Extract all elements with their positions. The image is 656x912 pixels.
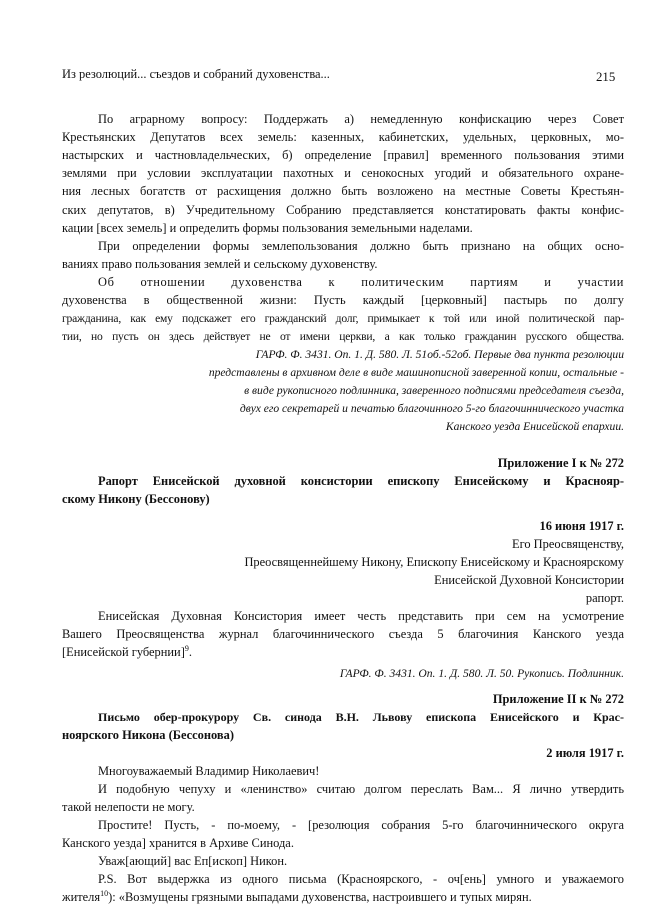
appendix-1-label: Приложение I к № 272 — [497, 456, 624, 471]
report-body-line: [Енисейской губернии]$^9$. — [62, 643, 192, 659]
salutation: Многоуважаемый Владимир Николаевич! — [98, 764, 320, 778]
agrarian-line: настырских и частновладельческих, б) определение [правил] временного пользования этими — [62, 148, 624, 163]
footnote-ref: 9 — [184, 643, 189, 653]
address-line: Его Преосвященству, — [511, 536, 624, 551]
source-citation-line: ГАРФ. Ф. 3431. Оп. 1. Д. 580. Л. 51об.-52об. Первые два пункта резолюции — [255, 348, 624, 362]
page-number: 215 — [596, 69, 616, 84]
agrarian-line: ских депутатов, в) Учредительному Собранию представляется констатировать факты конфис- — [62, 202, 624, 217]
land-use-line: При определении формы землепользования должно быть признано на общих осно- — [98, 238, 624, 253]
politics-line: тии, но пусть он здесь действует не от имени церкви, а как только гражданин русского общества. — [62, 330, 624, 344]
appendix-2-title: Письмо обер-прокурору Св. синода В.Н. Львову епископа Енисейского и Крас- — [98, 710, 624, 724]
land-use-line: ваниях право пользования землей и сельскому духовенству. — [62, 256, 378, 271]
source-citation-line: представлены в архивном деле в виде машинописной заверенной копии, остальные - — [208, 366, 624, 380]
letter-line: Простите! Пусть, - по-моему, - [резолюция собрания 5-го благочиннического округа — [98, 818, 624, 832]
agrarian-line: землями при условии эксплуатации пахотных и сенокосных угодий и обязательного охране- — [62, 166, 624, 181]
footnote-ref: 10 — [100, 888, 109, 898]
letter-line: такой нелепости не могу. — [62, 800, 195, 814]
address-line: рапорт. — [585, 590, 624, 605]
appendix-2-date: 2 июля 1917 г. — [546, 746, 624, 760]
report-body-line: Вашего Преосвященства журнал благочиннического съезда 5 благочиния Канского уезда — [62, 626, 624, 641]
letter-line: Канского уезда] хранится в Архиве Синода. — [62, 836, 294, 850]
agrarian-line: По аграрному вопросу: Поддержать а) немедленную конфискацию через Совет — [98, 112, 624, 127]
postscript-line — [62, 890, 532, 905]
appendix-1-title: Рапорт Енисейской духовной консистории епископу Енисейскому и Краснояр- — [98, 474, 624, 489]
appendix-1-source: ГАРФ. Ф. 3431. Оп. 1. Д. 580. Л. 50. Рукопись. Подлинник. — [339, 667, 624, 681]
appendix-2-label: Приложение II к № 272 — [492, 692, 624, 706]
address-line: Енисейской Духовной Консистории — [434, 572, 624, 587]
postscript-line: P.S. Вот выдержка из одного письма (Красноярского, - оч[ень] умного и уважаемого — [98, 872, 624, 886]
agrarian-line: Крестьянских Депутатов всех земель: казенных, кабинетских, удельных, церковных, мо- — [62, 130, 624, 145]
source-citation-line: двух его секретарей и печатью благочинного 5-го благочиннического участка — [239, 402, 624, 416]
report-body-text: [Енисейской губернии] — [62, 644, 185, 659]
signature: Уваж[ающий] вас Еп[ископ] Никон. — [98, 854, 288, 868]
politics-line: духовенства в общественной жизни: Пусть каждый [церковный] пастырь по долгу — [62, 293, 624, 308]
source-citation-line: Канского уезда Енисейской епархии. — [445, 420, 624, 434]
address-line: Преосвященнейшему Никону, Епископу Енисейскому и Красноярскому — [244, 554, 624, 569]
running-title: Из резолюций... съездов и собраний духовенства... — [62, 67, 330, 81]
appendix-1-date: 16 июня 1917 г. — [539, 518, 624, 533]
politics-line: Об отношении духовенства к политическим партиям и участии — [98, 275, 624, 290]
agrarian-line: кации [всех земель] и определить формы пользования земельными наделами. — [62, 220, 473, 235]
politics-line: гражданина, как ему подскажет его гражданский долг, примыкает к той или иной политической пар- — [62, 312, 624, 326]
appendix-1-title: скому Никону (Бессонову) — [62, 492, 210, 507]
source-citation-line: в виде рукописного подлинника, заверенного подписями председателя съезда, — [244, 384, 624, 398]
postscript-text: ): «Возмущены грязными выпадами духовенства, настроившего и тупых мирян. — [108, 890, 532, 904]
letter-line: И подобную чепуху и «ленинство» считаю долгом переслать Вам... Я лично утвердить — [98, 782, 624, 796]
postscript-text: жителя — [62, 890, 101, 904]
report-body-line: Енисейская Духовная Консистория имеет честь представить при сем на усмотрение — [98, 608, 624, 623]
appendix-2-title: ноярского Никона (Бессонова) — [62, 728, 234, 742]
agrarian-line: ния лесных богатств от расхищения должно быть возложено на местные Советы Крестьян- — [62, 184, 624, 199]
